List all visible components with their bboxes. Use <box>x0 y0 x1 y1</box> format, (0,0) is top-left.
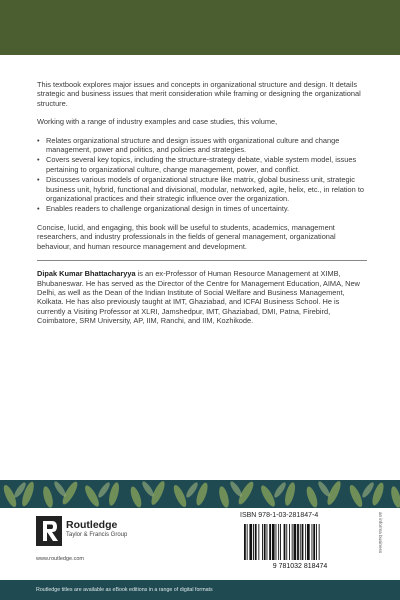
back-cover-text <box>37 80 367 335</box>
barcode-bar <box>319 524 320 560</box>
feature-item <box>37 136 367 155</box>
isbn-label: ISBN 978-1-03-281847-4 <box>240 512 319 519</box>
feature-text: Covers several key topics, including the structure-strategy debate, viable system model, issues pertaining to organizational culture, change management, power, and conflict. <box>46 155 357 174</box>
barcode-bar <box>289 524 290 560</box>
routledge-logo-icon <box>36 516 62 546</box>
barcode-bar <box>264 524 266 560</box>
barcode-bar <box>305 524 306 560</box>
lead-in-paragraph: Working with a range of industry examples and case studies, this volume, <box>37 117 278 127</box>
feature-item <box>37 175 367 203</box>
barcode-bar <box>278 524 279 560</box>
barcode-bar <box>267 524 268 560</box>
barcode-bar <box>280 524 281 560</box>
top-color-band <box>0 0 400 55</box>
section-divider <box>37 260 367 261</box>
barcode-bar <box>300 524 301 560</box>
audience-paragraph: Concise, lucid, and engaging, this book will be useful to students, academics, management researchers, and industry professionals in the fields of general management, organizational behaviour, and human resource management and development. <box>37 222 336 251</box>
barcode-bar <box>284 524 286 560</box>
feature-item <box>37 155 367 174</box>
feature-text: Enables readers to challenge organizational design in times of uncertainty. <box>46 204 290 214</box>
barcode-bar <box>258 524 259 560</box>
bottom-band <box>0 480 400 600</box>
feature-item <box>37 204 367 213</box>
feature-text: Discusses various models of organizational structure like matrix, global business unit, strategic business unit, hybrid, functional and divisional, modular, networked, agile, helix, etc., in relation to organizational practices and their strategic influence over the organization. <box>46 175 364 204</box>
publisher-name: Routledge <box>66 519 118 531</box>
barcode-bar <box>286 524 287 560</box>
author-name: Dipak Kumar Bhattacharyya <box>37 269 136 279</box>
barcode-bar <box>313 524 315 560</box>
publisher-panel <box>0 508 400 580</box>
barcode-bar <box>244 524 246 560</box>
bullet-icon: • <box>37 175 40 185</box>
barcode-bar <box>255 524 257 560</box>
barcode-bar <box>297 524 299 560</box>
author-bio <box>37 269 367 325</box>
barcode-bar <box>294 524 297 560</box>
barcode-bar <box>262 524 263 560</box>
publisher-website[interactable]: www.routledge.com <box>36 556 84 562</box>
barcode-bar <box>276 524 277 560</box>
barcode-bar <box>253 524 254 560</box>
barcode-bar <box>247 524 248 560</box>
barcode-bar <box>292 524 293 560</box>
barcode-bar <box>269 524 271 560</box>
barcode-bar <box>316 524 317 560</box>
barcode <box>240 522 360 570</box>
ebook-footer-note: Routledge titles are available as eBook editions in a range of digital formats <box>36 587 213 593</box>
bullet-icon: • <box>37 135 40 145</box>
bullet-icon: • <box>37 204 40 214</box>
leaf-pattern <box>0 480 400 508</box>
publisher-group: Taylor & Francis Group <box>66 532 128 538</box>
intro-paragraph: This textbook explores major issues and concepts in organizational structure and design. It details strategic and business issues that merit consideration while framing or designing the organizational structure. <box>37 80 361 108</box>
author-bio-text: is an ex-Professor of Human Resource Management at XIMB, Bhubaneswar. He has served as the Director of the Centre for Management Education, AIMA, New Delhi, as well as the Dean of the Indian Institute of Social Welfare and Business Management, Kolkata. He has also previously taught at IMT, Ghaziabad, and ICFAI Business School. He is currently a Visiting Professor at XLRI, Jamshedpur, IMT, Ghaziabad, DMI, Patna, Firebird, Coimbatore, SRM University, AP, IIM, Ranchi, and IIM, Kozhikode. <box>37 269 360 326</box>
barcode-bar <box>307 524 310 560</box>
barcode-digits: 9 781032 818474 <box>272 563 328 570</box>
bullet-icon: • <box>37 155 40 165</box>
feature-list <box>37 136 367 214</box>
informa-spine-text: an informa business <box>378 512 383 554</box>
barcode-bar <box>302 524 304 560</box>
barcode-bar <box>249 524 252 560</box>
feature-text: Relates organizational structure and design issues with organizational culture and change management, power and politics, and policies and strategies. <box>46 135 340 155</box>
barcode-bar <box>272 524 275 560</box>
barcode-bar <box>312 524 313 560</box>
